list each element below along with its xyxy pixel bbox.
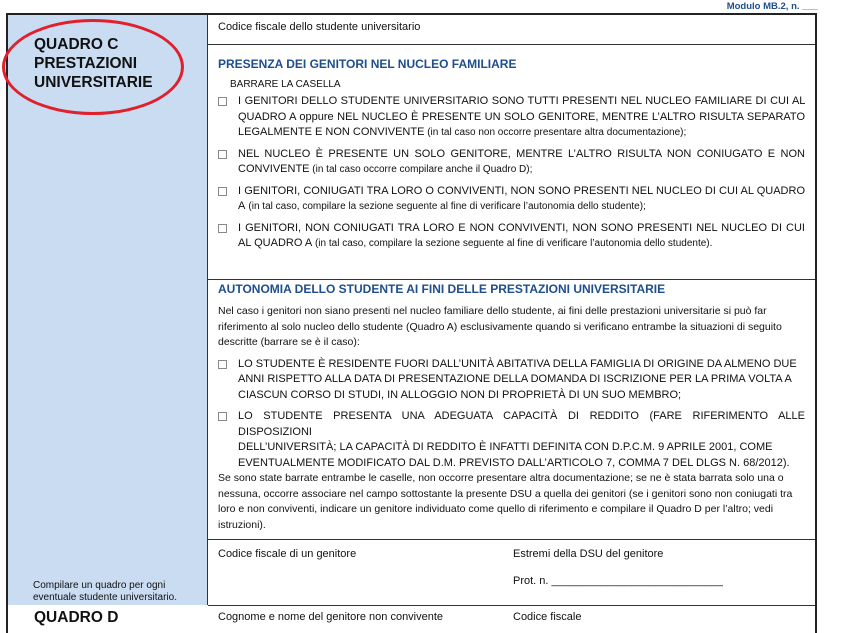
left-panel <box>8 15 208 626</box>
autonomia-closing: Se sono state barrate entrambe le caselle, non occorre presentare altra documentazione; se ne è stata barrata solo una o nessuna, occorre associare nel campo sottostante la presente DSU a quella dei genitori (se i genitori sono non coniugati tra loro e non conviventi, indicare un genitore individuato come quello di riferimento e compilare il Quadro D per l’altro; vedi istruzioni). <box>218 472 793 531</box>
genitore-row <box>208 542 815 605</box>
quadro-title-line: QUADRO C <box>34 36 119 53</box>
genitori-title: PRESENZA DEI GENITORI NEL NUCLEO FAMILIARE <box>218 57 517 71</box>
left-panel-note: Compilare un quadro per ogni eventuale studente universitario. <box>33 580 177 603</box>
genitori-option: I GENITORI DELLO STUDENTE UNIVERSITARIO SONO TUTTI PRESENTI NEL NUCLEO FAMILIARE DI CUI AL QUADRO A oppure NEL NUCLEO È PRESENTE UN SOLO GENITORE, MENTRE L’ALTRO RISULTA SEPARATO LEGALMENTE E NON CONVIVENTE (in tal caso non occorre presentare altra documentazione); <box>218 94 805 141</box>
checkbox[interactable] <box>218 97 227 106</box>
genitori-instruction: BARRARE LA CASELLA <box>230 79 341 90</box>
prot-number-field[interactable]: Prot. n. ____________________________ <box>513 575 723 587</box>
next-quadro-title: QUADRO D <box>34 609 119 626</box>
cf-label-cut: Codice fiscale <box>513 611 582 623</box>
checkbox[interactable] <box>218 412 227 421</box>
dsu-genitore-label: Estremi della DSU del genitore <box>513 548 664 560</box>
divider <box>208 539 815 540</box>
autonomia-intro: Nel caso i genitori non siano presenti nel nucleo familiare dello studente, ai fini delle prestazioni universitarie si può far riferimento al solo nucleo dello studente (Quadro A) esclusivamente quando si verificano entrambe la situazioni di seguito descritte (barrare se è il caso): <box>218 305 782 348</box>
cf-studente-field[interactable] <box>208 15 815 45</box>
checkbox[interactable] <box>218 360 227 369</box>
genitori-option: NEL NUCLEO È PRESENTE UN SOLO GENITORE, MENTRE L’ALTRO RISULTA NON CONIUGATO E NON CONVIVENTE (in tal caso occorre compilare anche il Quadro D); <box>218 147 805 178</box>
quadro-title-line: PRESTAZIONI <box>34 55 138 72</box>
divider <box>208 605 815 606</box>
quadro-c-frame <box>6 13 817 633</box>
cf-genitore-field[interactable]: Codice fiscale di un genitore <box>218 548 357 560</box>
divider <box>208 279 815 280</box>
checkbox[interactable] <box>218 150 227 159</box>
cognome-nome-label: Cognome e nome del genitore non convivente <box>218 611 444 623</box>
genitori-section <box>208 57 815 252</box>
autonomia-option: LO STUDENTE PRESENTA UNA ADEGUATA CAPACITÀ DI REDDITO (FARE RIFERIMENTO ALLE DISPOSIZIONI DELL’UNIVERSITÀ; LA CAPACITÀ DI REDDITO È INFATTI DEFINITA CON D.P.C.M. 9 APRILE 2001, COME EVENTUALMENTE MODIFICATO DAL D.M. PREVISTO DALL’ARTICOLO 7, COMMA 7 DEL DLGS N. 68/2012). <box>218 409 805 471</box>
checkbox[interactable] <box>218 187 227 196</box>
right-panel <box>208 15 815 605</box>
genitori-option: I GENITORI, NON CONIUGATI TRA LORO E NON CONVIVENTI, NON SONO PRESENTI NEL NUCLEO DI CUI AL QUADRO A (in tal caso, compilare la sezione seguente al fine di verificare l’autonomia dello studente). <box>218 221 805 252</box>
autonomia-option: LO STUDENTE È RESIDENTE FUORI DALL’UNITÀ ABITATIVA DELLA FAMIGLIA DI ORIGINE DA ALMENO DUE ANNI RISPETTO ALLA DATA DI PRESENTAZIONE DELLA DOMANDA DI ISCRIZIONE PER LA PRIMA VOLTA A CIASCUN CORSO DI STUDI, IN ALLOGGIO NON DI PROPRIETÀ DI UN SUO MEMBRO; <box>218 357 805 404</box>
modulo-number: Modulo MB.2, n. ___ <box>726 1 818 12</box>
autonomia-title: AUTONOMIA DELLO STUDENTE AI FINI DELLE PRESTAZIONI UNIVERSITARIE <box>218 282 666 296</box>
autonomia-section <box>208 282 815 533</box>
quadro-title-line: UNIVERSITARIE <box>34 74 153 91</box>
checkbox[interactable] <box>218 224 227 233</box>
cf-studente-label: Codice fiscale dello studente universitario <box>218 21 421 33</box>
genitori-option: I GENITORI, CONIUGATI TRA LORO O CONVIVENTI, NON SONO PRESENTI NEL NUCLEO DI CUI AL QUADRO A (in tal caso, compilare la sezione seguente al fine di verificare l’autonomia dello studente); <box>218 184 805 215</box>
red-circle-annotation <box>2 19 184 115</box>
